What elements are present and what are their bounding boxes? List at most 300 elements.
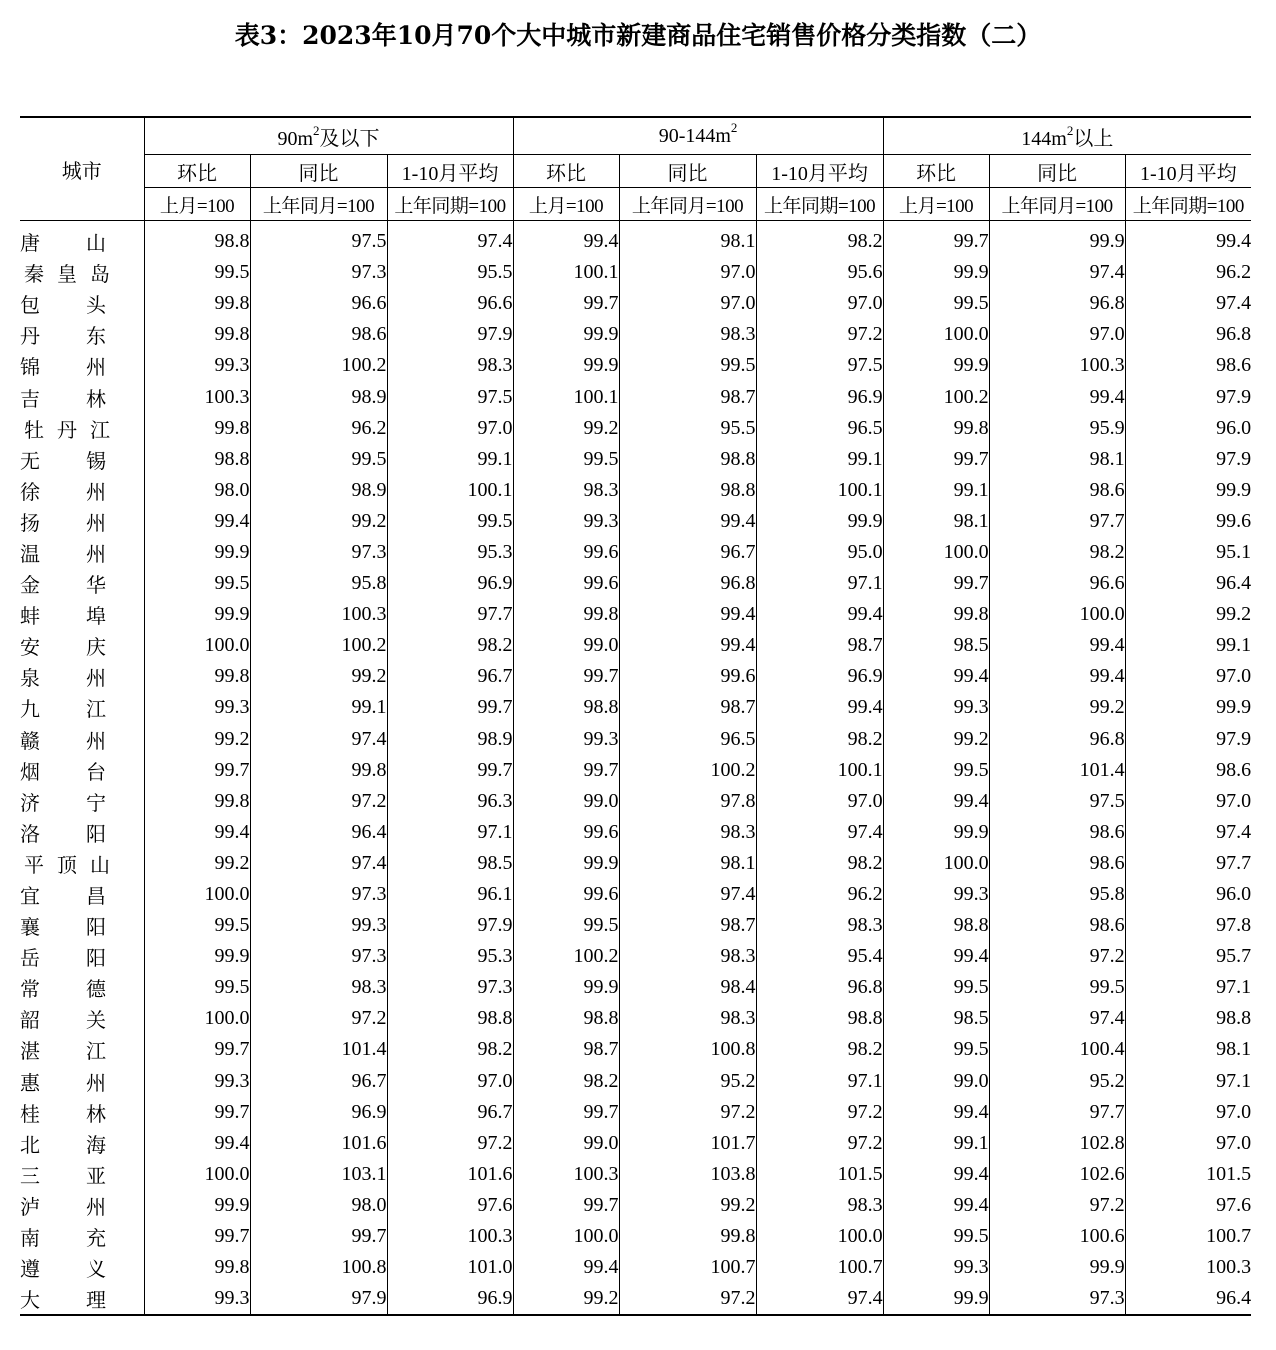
index-value: 97.1 — [1125, 1066, 1251, 1097]
index-value: 99.2 — [1125, 599, 1251, 630]
base-header-6: 上月=100 — [883, 188, 989, 221]
index-value: 100.0 — [144, 879, 250, 910]
table-row — [20, 692, 1251, 723]
city-label: 徐 州 — [20, 481, 106, 504]
index-value: 101.5 — [1125, 1159, 1251, 1190]
index-value: 96.4 — [250, 817, 387, 848]
index-value: 97.2 — [989, 1190, 1125, 1221]
index-value: 98.6 — [989, 910, 1125, 941]
price-index-table — [20, 116, 1251, 1316]
table-row — [20, 755, 1251, 786]
table-row — [20, 257, 1251, 288]
table-row — [20, 1034, 1251, 1065]
index-value: 96.8 — [989, 724, 1125, 755]
index-value: 99.7 — [144, 755, 250, 786]
city-name — [20, 1128, 144, 1159]
city-label: 岳 阳 — [20, 948, 106, 971]
index-value: 99.8 — [883, 413, 989, 444]
sub-header-8: 1-10月平均 — [1125, 155, 1251, 188]
index-value: 101.0 — [387, 1252, 513, 1283]
index-value: 99.2 — [250, 661, 387, 692]
index-value: 95.2 — [989, 1066, 1125, 1097]
sub-header-1: 同比 — [250, 155, 387, 188]
index-value: 99.8 — [619, 1221, 756, 1252]
index-value: 98.6 — [989, 475, 1125, 506]
index-value: 99.2 — [250, 506, 387, 537]
table-row — [20, 941, 1251, 972]
index-value: 99.4 — [989, 661, 1125, 692]
table-row — [20, 475, 1251, 506]
index-value: 98.2 — [756, 1034, 883, 1065]
index-value: 100.8 — [250, 1252, 387, 1283]
index-value: 97.2 — [756, 319, 883, 350]
index-value: 99.4 — [883, 1159, 989, 1190]
table-row — [20, 1283, 1251, 1315]
city-name — [20, 1221, 144, 1252]
index-value: 99.4 — [883, 1097, 989, 1128]
index-value: 97.2 — [989, 941, 1125, 972]
index-value: 96.2 — [250, 413, 387, 444]
index-value: 96.9 — [250, 1097, 387, 1128]
index-value: 96.7 — [387, 661, 513, 692]
index-value: 95.8 — [989, 879, 1125, 910]
city-name — [20, 1034, 144, 1065]
sub-header-4: 同比 — [619, 155, 756, 188]
index-value: 99.9 — [883, 817, 989, 848]
index-value: 98.1 — [989, 444, 1125, 475]
table-row — [20, 1128, 1251, 1159]
index-value: 95.5 — [387, 257, 513, 288]
index-value: 99.9 — [513, 319, 619, 350]
index-value: 99.9 — [513, 848, 619, 879]
table-row — [20, 1097, 1251, 1128]
index-value: 96.2 — [1125, 257, 1251, 288]
base-header-0: 上月=100 — [144, 188, 250, 221]
index-value: 97.4 — [250, 848, 387, 879]
index-value: 99.4 — [513, 1252, 619, 1283]
index-value: 101.7 — [619, 1128, 756, 1159]
index-value: 100.2 — [250, 630, 387, 661]
sub-header-5: 1-10月平均 — [756, 155, 883, 188]
city-name — [20, 817, 144, 848]
table-row — [20, 1159, 1251, 1190]
sub-header-6: 环比 — [883, 155, 989, 188]
sub-header-2: 1-10月平均 — [387, 155, 513, 188]
city-name — [20, 879, 144, 910]
city-name — [20, 1159, 144, 1190]
index-value: 98.8 — [144, 221, 250, 258]
index-value: 97.7 — [989, 506, 1125, 537]
city-label: 温 州 — [20, 543, 106, 566]
index-value: 101.4 — [989, 755, 1125, 786]
index-value: 99.7 — [883, 568, 989, 599]
index-value: 97.0 — [1125, 786, 1251, 817]
city-name — [20, 661, 144, 692]
index-value: 95.9 — [989, 413, 1125, 444]
index-value: 99.6 — [513, 568, 619, 599]
index-value: 98.7 — [619, 910, 756, 941]
index-value: 97.2 — [250, 1003, 387, 1034]
index-value: 100.3 — [1125, 1252, 1251, 1283]
city-label: 襄 阳 — [20, 917, 106, 940]
index-value: 97.0 — [387, 1066, 513, 1097]
city-label: 安 庆 — [20, 637, 106, 660]
index-value: 98.3 — [619, 941, 756, 972]
index-value: 97.1 — [756, 1066, 883, 1097]
index-value: 99.2 — [513, 1283, 619, 1315]
index-value: 97.5 — [989, 786, 1125, 817]
index-value: 98.9 — [250, 381, 387, 412]
city-name — [20, 288, 144, 319]
city-name — [20, 1283, 144, 1315]
index-value: 99.4 — [144, 1128, 250, 1159]
index-value: 97.4 — [387, 221, 513, 258]
index-value: 97.4 — [989, 1003, 1125, 1034]
index-value: 98.8 — [144, 444, 250, 475]
index-value: 97.0 — [619, 288, 756, 319]
index-value: 97.3 — [387, 972, 513, 1003]
city-label: 无 锡 — [20, 450, 106, 473]
index-value: 99.7 — [513, 755, 619, 786]
index-value: 97.0 — [1125, 1097, 1251, 1128]
index-value: 97.0 — [989, 319, 1125, 350]
index-value: 97.0 — [1125, 661, 1251, 692]
index-value: 95.4 — [756, 941, 883, 972]
index-value: 95.0 — [756, 537, 883, 568]
index-value: 98.5 — [883, 1003, 989, 1034]
index-value: 98.2 — [387, 630, 513, 661]
index-value: 99.2 — [989, 692, 1125, 723]
index-value: 96.0 — [1125, 879, 1251, 910]
index-value: 99.4 — [989, 630, 1125, 661]
index-value: 99.5 — [144, 972, 250, 1003]
index-value: 98.6 — [989, 817, 1125, 848]
index-value: 99.4 — [756, 692, 883, 723]
index-value: 99.9 — [144, 1190, 250, 1221]
index-value: 96.7 — [250, 1066, 387, 1097]
index-value: 99.7 — [513, 1097, 619, 1128]
index-value: 96.5 — [756, 413, 883, 444]
table-row — [20, 288, 1251, 319]
index-value: 96.4 — [1125, 1283, 1251, 1315]
index-value: 97.0 — [756, 288, 883, 319]
index-value: 100.1 — [756, 475, 883, 506]
index-value: 99.3 — [144, 1283, 250, 1315]
index-value: 99.7 — [513, 288, 619, 319]
index-value: 99.0 — [513, 786, 619, 817]
index-value: 99.4 — [144, 817, 250, 848]
index-value: 99.5 — [513, 444, 619, 475]
city-label: 泉 州 — [20, 668, 106, 691]
city-label: 九 江 — [20, 699, 106, 722]
index-value: 99.1 — [883, 1128, 989, 1159]
index-value: 98.2 — [989, 537, 1125, 568]
index-value: 96.1 — [387, 879, 513, 910]
index-value: 100.2 — [250, 350, 387, 381]
index-value: 96.8 — [1125, 319, 1251, 350]
index-value: 98.8 — [1125, 1003, 1251, 1034]
index-value: 99.7 — [144, 1034, 250, 1065]
index-value: 99.2 — [513, 413, 619, 444]
index-value: 99.9 — [756, 506, 883, 537]
city-name — [20, 1097, 144, 1128]
index-value: 98.9 — [250, 475, 387, 506]
index-value: 99.6 — [513, 879, 619, 910]
city-name — [20, 848, 144, 879]
index-value: 103.1 — [250, 1159, 387, 1190]
index-value: 99.4 — [883, 941, 989, 972]
index-value: 100.2 — [619, 755, 756, 786]
city-label: 扬 州 — [20, 512, 106, 535]
index-value: 98.5 — [387, 848, 513, 879]
index-value: 100.0 — [144, 1003, 250, 1034]
index-value: 99.7 — [883, 221, 989, 258]
index-value: 98.7 — [619, 692, 756, 723]
group-header-large: $144m^2$以上 — [883, 117, 1251, 155]
index-value: 99.8 — [144, 1252, 250, 1283]
index-value: 96.3 — [387, 786, 513, 817]
index-value: 99.5 — [144, 257, 250, 288]
table-row — [20, 786, 1251, 817]
index-value: 100.0 — [883, 319, 989, 350]
table-row — [20, 972, 1251, 1003]
index-value: 96.8 — [619, 568, 756, 599]
index-value: 98.6 — [1125, 755, 1251, 786]
index-value: 95.3 — [387, 941, 513, 972]
index-value: 97.3 — [250, 537, 387, 568]
city-label: 丹 东 — [20, 326, 106, 349]
index-value: 99.9 — [989, 1252, 1125, 1283]
city-name — [20, 972, 144, 1003]
index-value: 100.1 — [387, 475, 513, 506]
table-row — [20, 506, 1251, 537]
index-value: 99.5 — [513, 910, 619, 941]
index-value: 99.7 — [513, 661, 619, 692]
index-value: 99.7 — [144, 1097, 250, 1128]
table-row — [20, 1221, 1251, 1252]
base-header-4: 上年同月=100 — [619, 188, 756, 221]
index-value: 99.1 — [387, 444, 513, 475]
index-value: 99.8 — [144, 413, 250, 444]
sub-header-7: 同比 — [989, 155, 1125, 188]
index-value: 96.9 — [387, 1283, 513, 1315]
index-value: 98.4 — [619, 972, 756, 1003]
index-value: 97.9 — [387, 319, 513, 350]
base-header-2: 上年同期=100 — [387, 188, 513, 221]
city-name — [20, 724, 144, 755]
index-value: 101.4 — [250, 1034, 387, 1065]
index-value: 99.8 — [144, 319, 250, 350]
index-value: 99.2 — [144, 724, 250, 755]
index-value: 97.2 — [250, 786, 387, 817]
table-row — [20, 537, 1251, 568]
index-value: 97.4 — [619, 879, 756, 910]
index-value: 95.7 — [1125, 941, 1251, 972]
index-value: 99.5 — [387, 506, 513, 537]
index-value: 97.0 — [619, 257, 756, 288]
index-value: 98.3 — [619, 319, 756, 350]
index-value: 98.6 — [250, 319, 387, 350]
table-row — [20, 568, 1251, 599]
index-value: 97.0 — [1125, 1128, 1251, 1159]
index-value: 99.4 — [513, 221, 619, 258]
city-label: 遵 义 — [20, 1259, 106, 1282]
index-value: 100.8 — [619, 1034, 756, 1065]
city-label: 北 海 — [20, 1134, 106, 1157]
index-value: 99.4 — [619, 599, 756, 630]
index-value: 97.4 — [250, 724, 387, 755]
index-value: 96.6 — [989, 568, 1125, 599]
index-value: 97.5 — [250, 221, 387, 258]
index-value: 99.4 — [619, 630, 756, 661]
index-value: 97.4 — [756, 817, 883, 848]
index-value: 98.3 — [513, 475, 619, 506]
index-value: 99.9 — [144, 941, 250, 972]
index-value: 100.4 — [989, 1034, 1125, 1065]
index-value: 99.4 — [756, 599, 883, 630]
group-header-small: $90m^2$及以下 — [144, 117, 513, 155]
index-value: 99.9 — [1125, 692, 1251, 723]
index-value: 101.6 — [250, 1128, 387, 1159]
city-label: 牡 丹 江 — [24, 419, 110, 442]
index-value: 99.5 — [144, 910, 250, 941]
city-label: 金 华 — [20, 575, 106, 598]
city-name — [20, 506, 144, 537]
index-value: 95.3 — [387, 537, 513, 568]
index-value: 99.9 — [883, 1283, 989, 1315]
index-value: 99.0 — [513, 1128, 619, 1159]
index-value: 97.5 — [756, 350, 883, 381]
index-value: 99.4 — [144, 506, 250, 537]
index-value: 100.0 — [883, 537, 989, 568]
index-value: 98.3 — [619, 817, 756, 848]
index-value: 99.4 — [883, 1190, 989, 1221]
index-value: 99.1 — [756, 444, 883, 475]
group-header-medium: $90-144m^2$ — [513, 117, 883, 155]
index-value: 97.1 — [756, 568, 883, 599]
table-row — [20, 910, 1251, 941]
index-value: 99.8 — [144, 661, 250, 692]
index-value: 98.8 — [387, 1003, 513, 1034]
table-row — [20, 1066, 1251, 1097]
index-value: 98.2 — [387, 1034, 513, 1065]
city-label: 吉 林 — [20, 388, 106, 411]
table-row — [20, 413, 1251, 444]
base-header-8: 上年同期=100 — [1125, 188, 1251, 221]
city-label: 大 理 — [20, 1290, 106, 1313]
city-name — [20, 475, 144, 506]
index-value: 99.4 — [1125, 221, 1251, 258]
index-value: 96.4 — [1125, 568, 1251, 599]
index-value: 100.0 — [513, 1221, 619, 1252]
index-value: 97.2 — [619, 1097, 756, 1128]
index-value: 99.4 — [883, 661, 989, 692]
city-label: 济 宁 — [20, 792, 106, 815]
index-value: 98.9 — [387, 724, 513, 755]
index-value: 101.5 — [756, 1159, 883, 1190]
index-value: 97.6 — [387, 1190, 513, 1221]
index-value: 100.1 — [513, 381, 619, 412]
city-label: 洛 阳 — [20, 823, 106, 846]
table-row — [20, 879, 1251, 910]
table-row — [20, 599, 1251, 630]
index-value: 98.8 — [513, 1003, 619, 1034]
city-name — [20, 537, 144, 568]
index-value: 99.8 — [883, 599, 989, 630]
index-value: 98.8 — [513, 692, 619, 723]
index-value: 98.3 — [756, 910, 883, 941]
index-value: 99.7 — [387, 755, 513, 786]
index-value: 99.5 — [883, 1221, 989, 1252]
city-label: 赣 州 — [20, 730, 106, 753]
index-value: 99.3 — [883, 1252, 989, 1283]
index-value: 96.5 — [619, 724, 756, 755]
index-value: 102.8 — [989, 1128, 1125, 1159]
index-value: 102.6 — [989, 1159, 1125, 1190]
city-label: 锦 州 — [20, 357, 106, 380]
index-value: 97.2 — [619, 1283, 756, 1315]
index-value: 98.1 — [883, 506, 989, 537]
index-value: 99.6 — [619, 661, 756, 692]
index-value: 99.2 — [883, 724, 989, 755]
index-value: 98.6 — [1125, 350, 1251, 381]
city-name — [20, 350, 144, 381]
city-label: 唐 山 — [20, 233, 106, 256]
city-name — [20, 786, 144, 817]
table-row — [20, 1003, 1251, 1034]
index-value: 100.7 — [1125, 1221, 1251, 1252]
city-label: 惠 州 — [20, 1072, 106, 1095]
index-value: 98.7 — [513, 1034, 619, 1065]
index-value: 100.1 — [513, 257, 619, 288]
index-value: 97.1 — [1125, 972, 1251, 1003]
table-row — [20, 661, 1251, 692]
index-value: 99.6 — [513, 537, 619, 568]
index-value: 101.6 — [387, 1159, 513, 1190]
index-value: 100.7 — [619, 1252, 756, 1283]
index-value: 99.3 — [144, 692, 250, 723]
index-value: 100.0 — [144, 630, 250, 661]
index-value: 98.0 — [144, 475, 250, 506]
city-label: 常 德 — [20, 979, 106, 1002]
index-value: 97.7 — [1125, 848, 1251, 879]
index-value: 97.8 — [1125, 910, 1251, 941]
table-row — [20, 350, 1251, 381]
index-value: 100.2 — [513, 941, 619, 972]
index-value: 100.0 — [756, 1221, 883, 1252]
index-value: 98.1 — [1125, 1034, 1251, 1065]
index-value: 99.9 — [1125, 475, 1251, 506]
city-name — [20, 444, 144, 475]
city-name — [20, 1252, 144, 1283]
table-row — [20, 630, 1251, 661]
index-value: 95.1 — [1125, 537, 1251, 568]
index-value: 100.0 — [883, 848, 989, 879]
index-value: 98.8 — [619, 444, 756, 475]
index-value: 95.6 — [756, 257, 883, 288]
index-value: 99.8 — [250, 755, 387, 786]
sub-header-3: 环比 — [513, 155, 619, 188]
index-value: 97.3 — [250, 941, 387, 972]
index-value: 99.3 — [513, 724, 619, 755]
index-value: 99.1 — [883, 475, 989, 506]
index-value: 99.9 — [144, 599, 250, 630]
city-name — [20, 568, 144, 599]
index-value: 99.7 — [513, 1190, 619, 1221]
index-value: 99.5 — [144, 568, 250, 599]
city-name — [20, 755, 144, 786]
index-value: 99.9 — [883, 257, 989, 288]
